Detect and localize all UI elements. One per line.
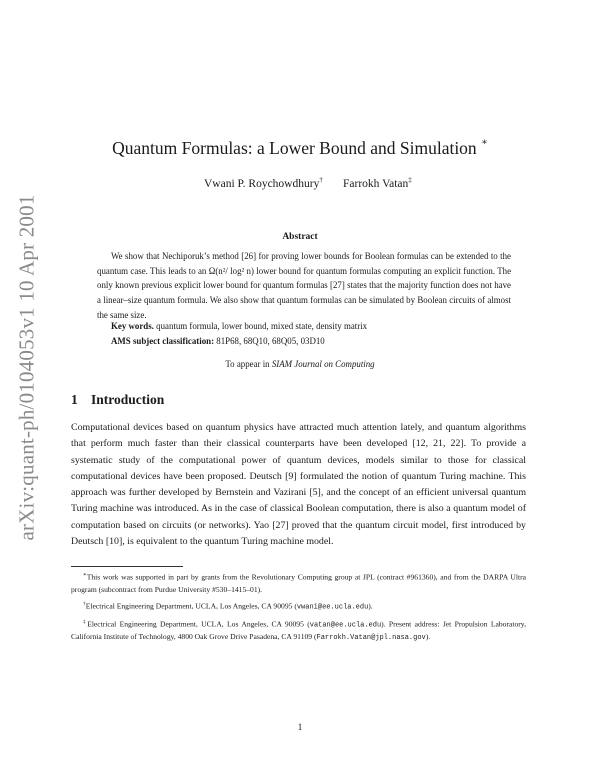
publication-journal: SIAM Journal on Computing bbox=[271, 359, 375, 369]
abstract-heading: Abstract bbox=[282, 232, 318, 242]
footnote-3-text: Electrical Engineering Department, UCLA, Los Angeles, CA 90095 ( bbox=[87, 619, 310, 629]
footnote-2-mark: † bbox=[83, 600, 86, 607]
footnote-2-email[interactable]: vwani@ee.ucla.edu bbox=[296, 603, 369, 612]
abstract-text-2: lower bound for quantum formulas computing an explicit function. The only known previous explicit lower bound for quantum formulas [27] states that the majority function does not have a linear–size quantum formula. We also show that quantum formulas can be simulated by Boolean circuits of almost the same size. bbox=[97, 265, 512, 320]
publication-note bbox=[0, 359, 600, 369]
footnote-2-text-after: ). bbox=[368, 601, 373, 611]
footnote-funding bbox=[71, 569, 526, 596]
abstract-paragraph bbox=[97, 249, 511, 323]
footnote-3-text-mid: ). Present address: Jet Propulsion Laboratory, California Institute of Technology, 4800 Oak Grove Drive Pasadena, CA 91109 ( bbox=[71, 619, 526, 642]
footnote-1-text: This work was supported in part by grants from the Revolutionary Computing group at JPL (contract #961360), and from the DARPA Ultra program (subcontract from Purdue University #530–1415–01). bbox=[71, 572, 526, 594]
footnote-divider bbox=[71, 566, 183, 567]
ams-label: AMS subject classification: bbox=[111, 336, 215, 346]
intro-paragraph: Computational devices based on quantum physics have attracted much attention lately, and quantum algorithms that perform much faster than their classical counterparts have been developed [12, 21, 22]. To provide a systematic study of the computational power of quantum devices, models similar to those for classical computational devices have been proposed. Deutsch [9] formulated the notion of quantum Turing machine. This approach was further developed by Bernstein and Vazirani [5], and the concept of an efficient universal quantum Turing machine was introduced. As in the case of classical Boolean computation, there is also a quantum model of computation based on circuits (or networks). Yao [27] proved that the quantum circuit model, first introduced by Deutsch [10], is equivalent to the quantum Turing machine model. bbox=[71, 422, 526, 548]
abstract-text-1: We show that Nechiporuk’s method [26] for proving lower bounds for Boolean formulas can be extended to the quantum case. This leads to an bbox=[97, 251, 511, 276]
section-heading bbox=[71, 392, 164, 408]
abstract-body bbox=[97, 249, 511, 323]
ams-classification-line bbox=[111, 336, 511, 346]
footnote-3-mark: ‡ bbox=[83, 618, 88, 625]
paper-title bbox=[0, 138, 600, 159]
footnote-3-email[interactable]: vatan@ee.ucla.edu bbox=[309, 621, 382, 630]
intro-body bbox=[71, 420, 526, 550]
arxiv-stamp-text: arXiv:quant-ph/0104053v1 10 Apr 2001 bbox=[14, 194, 39, 541]
section-title: Introduction bbox=[91, 392, 165, 407]
author-1-name: Vwani P. Roychowdhury bbox=[204, 177, 320, 190]
footnote-3-email-2[interactable]: Farrokh.Vatan@jpl.nasa.gov bbox=[316, 634, 426, 643]
footnote-3-text-after: ). bbox=[425, 632, 431, 642]
footnote-1-mark: ∗ bbox=[83, 572, 87, 578]
keywords-line bbox=[111, 321, 511, 331]
publication-note-prefix: To appear in bbox=[225, 359, 270, 369]
footnote-author-2 bbox=[71, 616, 526, 645]
keywords-label: Key words. bbox=[111, 321, 154, 331]
author-1 bbox=[204, 176, 323, 190]
title-footnote-mark: ∗ bbox=[481, 137, 488, 148]
footnote-author-1 bbox=[71, 598, 526, 614]
author-1-mark: † bbox=[319, 176, 323, 184]
author-2-mark: ‡ bbox=[408, 176, 412, 184]
paper-title-text: Quantum Formulas: a Lower Bound and Simulation bbox=[112, 138, 477, 158]
abstract-formula: Ω(n²/ log² n) bbox=[208, 265, 254, 276]
footnotes bbox=[71, 569, 526, 647]
footnote-2-text: Electrical Engineering Department, UCLA, Los Angeles, CA 90095 ( bbox=[85, 601, 297, 611]
keywords-value: quantum formula, lower bound, mixed state, density matrix bbox=[156, 321, 368, 331]
page-number: 1 bbox=[297, 723, 303, 733]
author-2-name: Farrokh Vatan bbox=[343, 177, 409, 190]
author-2 bbox=[343, 176, 412, 190]
ams-value: 81P68, 68Q10, 68Q05, 03D10 bbox=[216, 336, 325, 346]
section-number: 1 bbox=[71, 392, 78, 407]
